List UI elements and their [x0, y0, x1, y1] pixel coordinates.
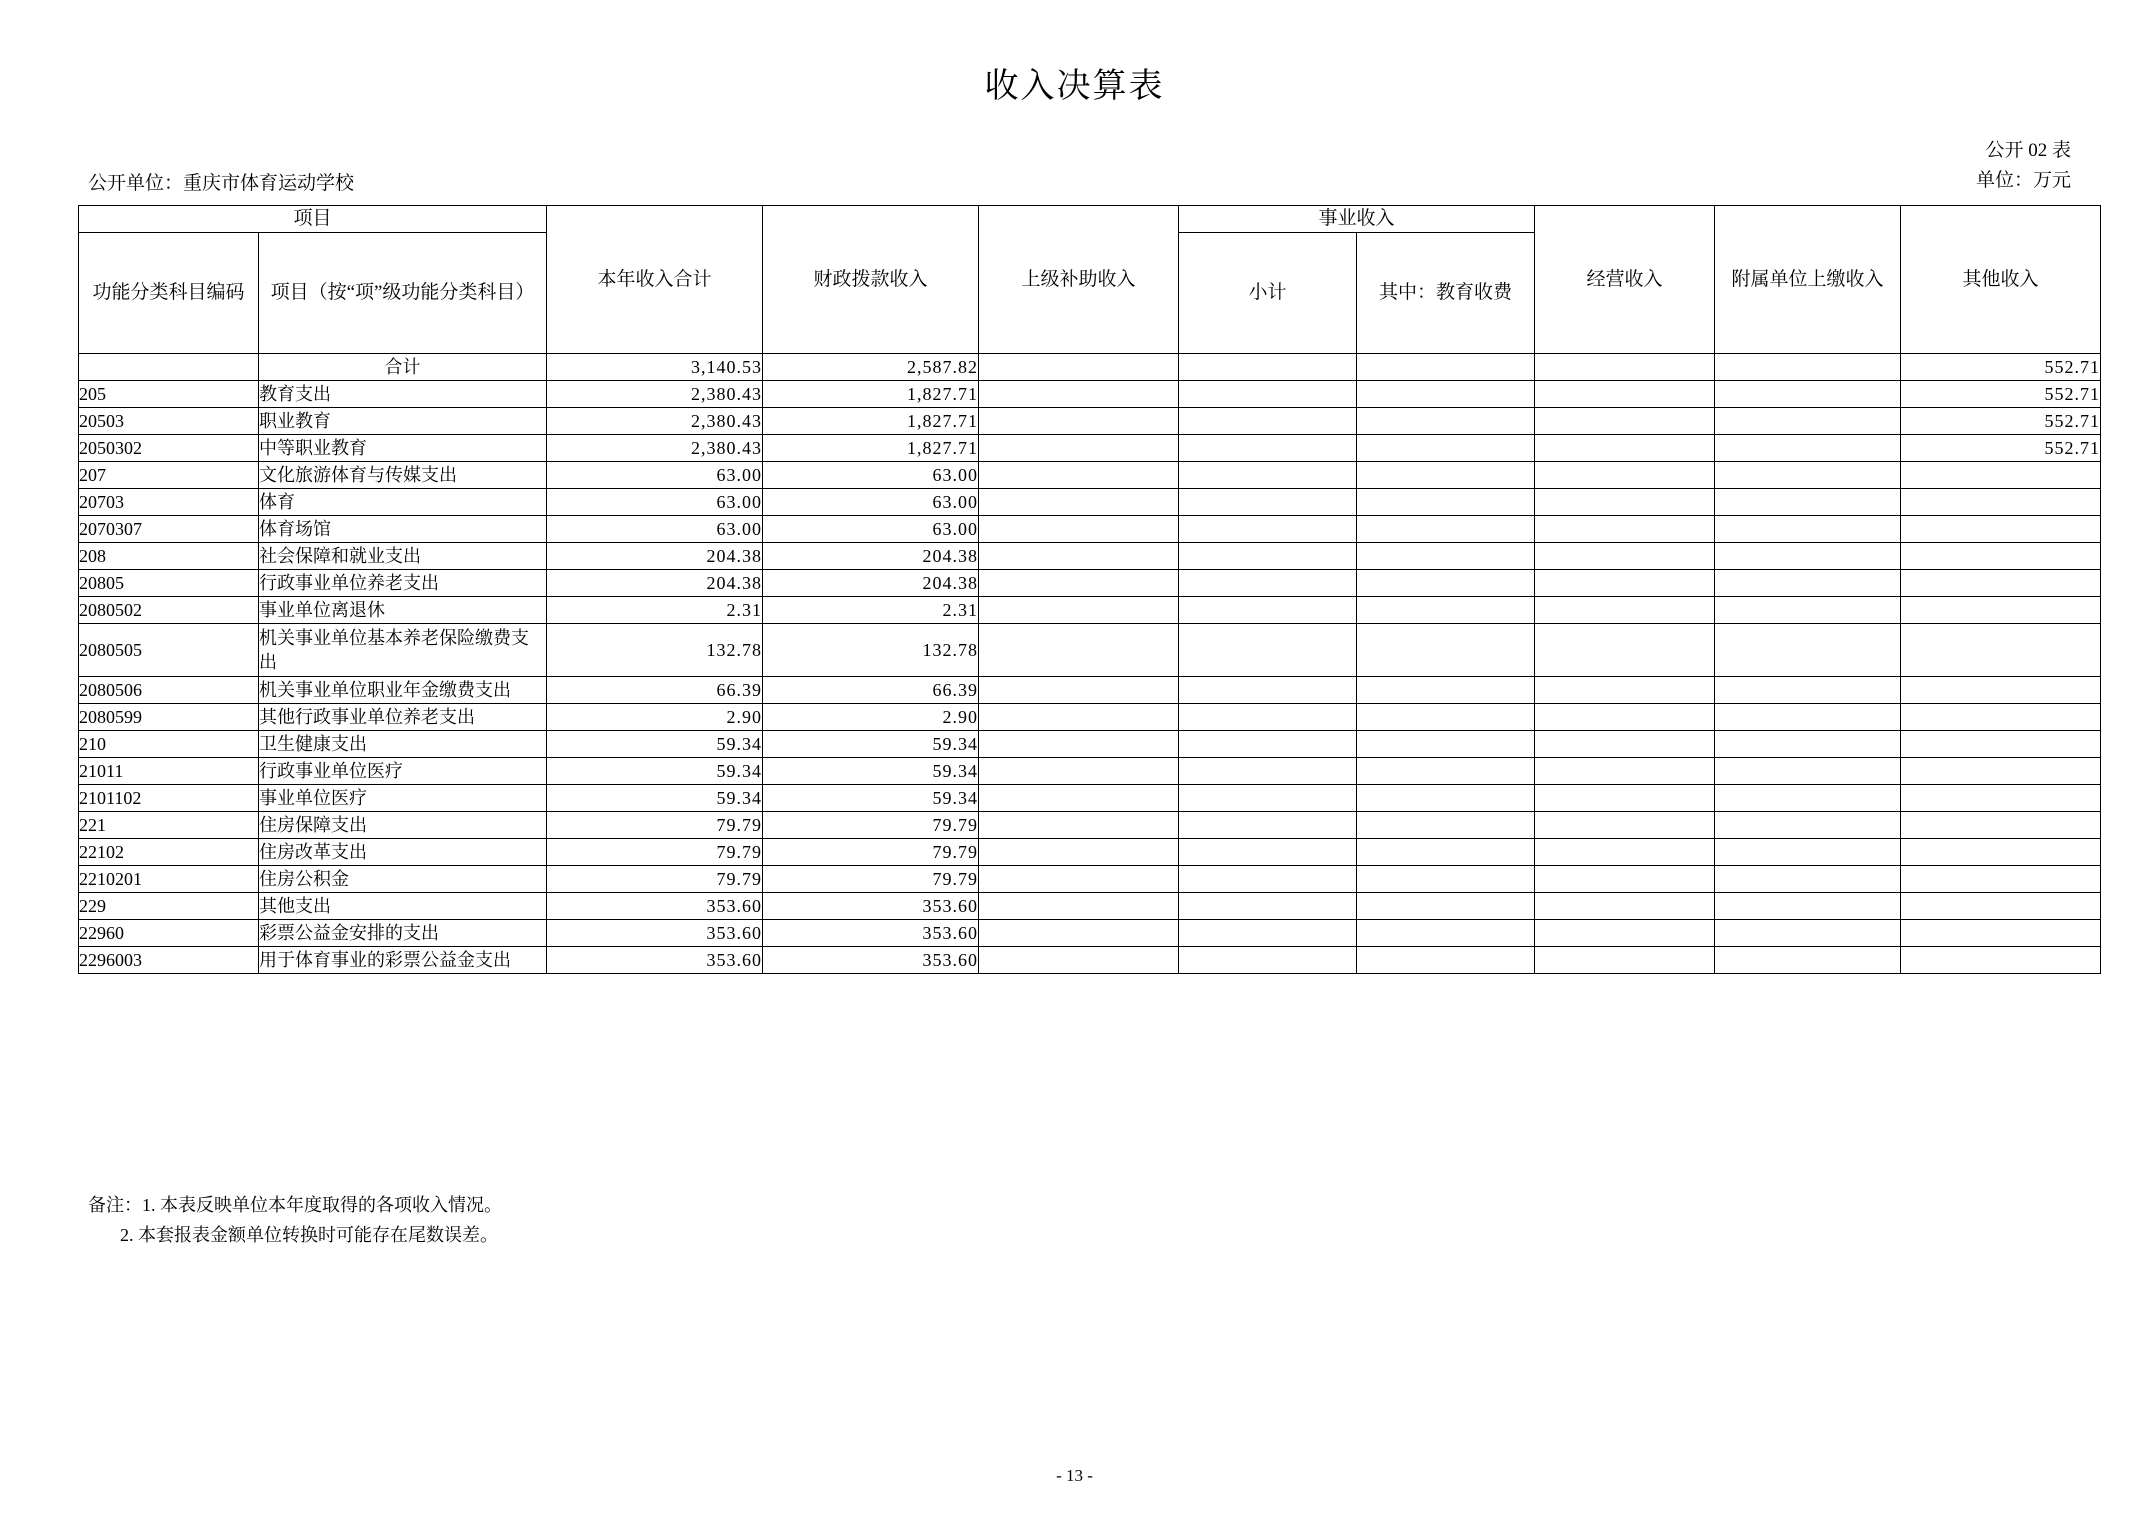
cell-other-income	[1901, 758, 2101, 785]
cell-superior-subsidy	[979, 435, 1179, 462]
cell-year-total: 204.38	[547, 570, 763, 597]
cell-fiscal-appropriation: 66.39	[763, 677, 979, 704]
header-affiliated-remittance: 附属单位上缴收入	[1715, 206, 1901, 354]
cell-project-name: 体育场馆	[259, 516, 547, 543]
table-row	[79, 462, 2101, 489]
header-project-name: 项目（按“项”级功能分类科目）	[259, 233, 547, 354]
cell-function-code: 229	[79, 893, 259, 920]
cell-operating-income	[1535, 624, 1715, 677]
cell-project-name: 其他支出	[259, 893, 547, 920]
cell-superior-subsidy	[979, 785, 1179, 812]
cell-project-name: 卫生健康支出	[259, 731, 547, 758]
cell-business-subtotal	[1179, 435, 1357, 462]
cell-operating-income	[1535, 704, 1715, 731]
cell-project-name: 行政事业单位医疗	[259, 758, 547, 785]
cell-fiscal-appropriation: 204.38	[763, 570, 979, 597]
cell-operating-income	[1535, 462, 1715, 489]
cell-education-fee	[1357, 435, 1535, 462]
cell-year-total: 63.00	[547, 489, 763, 516]
cell-function-code: 2296003	[79, 947, 259, 974]
cell-affiliated-remittance	[1715, 731, 1901, 758]
cell-year-total: 353.60	[547, 920, 763, 947]
table-row	[79, 785, 2101, 812]
cell-education-fee	[1357, 947, 1535, 974]
cell-other-income	[1901, 677, 2101, 704]
cell-affiliated-remittance	[1715, 920, 1901, 947]
cell-project-name: 住房公积金	[259, 866, 547, 893]
cell-education-fee	[1357, 731, 1535, 758]
cell-other-income: 552.71	[1901, 354, 2101, 381]
header-superior-subsidy: 上级补助收入	[979, 206, 1179, 354]
cell-operating-income	[1535, 758, 1715, 785]
cell-fiscal-appropriation: 79.79	[763, 812, 979, 839]
cell-fiscal-appropriation: 63.00	[763, 489, 979, 516]
cell-function-code: 22960	[79, 920, 259, 947]
cell-education-fee	[1357, 785, 1535, 812]
cell-fiscal-appropriation: 59.34	[763, 785, 979, 812]
cell-education-fee	[1357, 812, 1535, 839]
cell-affiliated-remittance	[1715, 462, 1901, 489]
cell-year-total: 79.79	[547, 866, 763, 893]
cell-operating-income	[1535, 354, 1715, 381]
cell-fiscal-appropriation: 2,587.82	[763, 354, 979, 381]
cell-superior-subsidy	[979, 920, 1179, 947]
cell-year-total: 63.00	[547, 462, 763, 489]
header-subtotal: 小计	[1179, 233, 1357, 354]
cell-education-fee	[1357, 839, 1535, 866]
cell-project-name: 体育	[259, 489, 547, 516]
cell-function-code: 22102	[79, 839, 259, 866]
cell-business-subtotal	[1179, 597, 1357, 624]
cell-affiliated-remittance	[1715, 704, 1901, 731]
cell-other-income	[1901, 839, 2101, 866]
cell-education-fee	[1357, 893, 1535, 920]
cell-project-name: 住房保障支出	[259, 812, 547, 839]
cell-superior-subsidy	[979, 570, 1179, 597]
cell-superior-subsidy	[979, 624, 1179, 677]
note-line-1: 备注：1. 本表反映单位本年度取得的各项收入情况。	[88, 1195, 502, 1215]
cell-function-code: 20703	[79, 489, 259, 516]
cell-other-income: 552.71	[1901, 435, 2101, 462]
cell-year-total: 79.79	[547, 812, 763, 839]
cell-business-subtotal	[1179, 758, 1357, 785]
cell-education-fee	[1357, 516, 1535, 543]
cell-education-fee	[1357, 677, 1535, 704]
cell-operating-income	[1535, 812, 1715, 839]
cell-business-subtotal	[1179, 866, 1357, 893]
cell-superior-subsidy	[979, 489, 1179, 516]
cell-business-subtotal	[1179, 704, 1357, 731]
table-body	[79, 354, 2101, 974]
table-row	[79, 947, 2101, 974]
cell-education-fee	[1357, 543, 1535, 570]
cell-function-code: 210	[79, 731, 259, 758]
cell-fiscal-appropriation: 1,827.71	[763, 381, 979, 408]
table-row	[79, 408, 2101, 435]
table-row	[79, 704, 2101, 731]
cell-business-subtotal	[1179, 354, 1357, 381]
cell-function-code: 205	[79, 381, 259, 408]
cell-business-subtotal	[1179, 408, 1357, 435]
cell-year-total: 2,380.43	[547, 381, 763, 408]
cell-operating-income	[1535, 408, 1715, 435]
cell-other-income	[1901, 893, 2101, 920]
cell-business-subtotal	[1179, 462, 1357, 489]
cell-business-subtotal	[1179, 920, 1357, 947]
table-row	[79, 839, 2101, 866]
cell-project-name: 合计	[259, 354, 547, 381]
cell-project-name: 教育支出	[259, 381, 547, 408]
cell-fiscal-appropriation: 353.60	[763, 947, 979, 974]
cell-other-income	[1901, 704, 2101, 731]
note-line-2: 2. 本套报表金额单位转换时可能存在尾数误差。	[120, 1225, 498, 1245]
cell-project-name: 事业单位医疗	[259, 785, 547, 812]
cell-operating-income	[1535, 516, 1715, 543]
cell-superior-subsidy	[979, 408, 1179, 435]
cell-education-fee	[1357, 489, 1535, 516]
cell-operating-income	[1535, 570, 1715, 597]
cell-education-fee	[1357, 570, 1535, 597]
cell-affiliated-remittance	[1715, 785, 1901, 812]
cell-business-subtotal	[1179, 381, 1357, 408]
cell-superior-subsidy	[979, 543, 1179, 570]
header-education-fee: 其中：教育收费	[1357, 233, 1535, 354]
cell-business-subtotal	[1179, 785, 1357, 812]
cell-project-name: 用于体育事业的彩票公益金支出	[259, 947, 547, 974]
cell-fiscal-appropriation: 59.34	[763, 731, 979, 758]
cell-other-income: 552.71	[1901, 408, 2101, 435]
cell-education-fee	[1357, 704, 1535, 731]
cell-other-income	[1901, 866, 2101, 893]
cell-fiscal-appropriation: 1,827.71	[763, 435, 979, 462]
cell-superior-subsidy	[979, 866, 1179, 893]
cell-year-total: 2.90	[547, 704, 763, 731]
cell-fiscal-appropriation: 2.31	[763, 597, 979, 624]
cell-operating-income	[1535, 597, 1715, 624]
table-row	[79, 516, 2101, 543]
cell-project-name: 机关事业单位基本养老保险缴费支出	[259, 624, 547, 677]
cell-superior-subsidy	[979, 947, 1179, 974]
cell-business-subtotal	[1179, 677, 1357, 704]
cell-other-income	[1901, 570, 2101, 597]
header-operating-income: 经营收入	[1535, 206, 1715, 354]
cell-operating-income	[1535, 381, 1715, 408]
cell-other-income	[1901, 785, 2101, 812]
cell-operating-income	[1535, 947, 1715, 974]
table-row	[79, 920, 2101, 947]
cell-function-code: 2050302	[79, 435, 259, 462]
header-function-code: 功能分类科目编码	[79, 233, 259, 354]
cell-other-income	[1901, 462, 2101, 489]
cell-other-income	[1901, 920, 2101, 947]
cell-affiliated-remittance	[1715, 570, 1901, 597]
table-row	[79, 489, 2101, 516]
cell-operating-income	[1535, 839, 1715, 866]
cell-superior-subsidy	[979, 354, 1179, 381]
page-footer: - 13 -	[1056, 1466, 1093, 1485]
cell-education-fee	[1357, 624, 1535, 677]
cell-business-subtotal	[1179, 893, 1357, 920]
cell-project-name: 中等职业教育	[259, 435, 547, 462]
table-row	[79, 435, 2101, 462]
table-row	[79, 866, 2101, 893]
cell-year-total: 353.60	[547, 893, 763, 920]
income-settlement-table	[78, 205, 2101, 974]
table-row	[79, 758, 2101, 785]
cell-fiscal-appropriation: 79.79	[763, 866, 979, 893]
cell-affiliated-remittance	[1715, 543, 1901, 570]
cell-function-code: 2210201	[79, 866, 259, 893]
cell-year-total: 59.34	[547, 758, 763, 785]
table-row	[79, 354, 2101, 381]
cell-year-total: 2.31	[547, 597, 763, 624]
cell-superior-subsidy	[979, 731, 1179, 758]
cell-other-income	[1901, 947, 2101, 974]
cell-affiliated-remittance	[1715, 435, 1901, 462]
cell-superior-subsidy	[979, 597, 1179, 624]
cell-business-subtotal	[1179, 731, 1357, 758]
cell-other-income	[1901, 543, 2101, 570]
cell-affiliated-remittance	[1715, 758, 1901, 785]
cell-project-name: 行政事业单位养老支出	[259, 570, 547, 597]
table-header	[79, 206, 2101, 354]
cell-year-total: 2,380.43	[547, 408, 763, 435]
cell-function-code: 208	[79, 543, 259, 570]
cell-affiliated-remittance	[1715, 489, 1901, 516]
page-title: 收入决算表	[984, 66, 1165, 106]
cell-fiscal-appropriation: 353.60	[763, 893, 979, 920]
cell-education-fee	[1357, 408, 1535, 435]
cell-year-total: 3,140.53	[547, 354, 763, 381]
cell-business-subtotal	[1179, 543, 1357, 570]
cell-year-total: 79.79	[547, 839, 763, 866]
cell-year-total: 353.60	[547, 947, 763, 974]
header-year-total: 本年收入合计	[547, 206, 763, 354]
form-meta	[1976, 136, 2071, 196]
cell-business-subtotal	[1179, 812, 1357, 839]
cell-year-total: 204.38	[547, 543, 763, 570]
cell-operating-income	[1535, 866, 1715, 893]
cell-fiscal-appropriation: 204.38	[763, 543, 979, 570]
cell-project-name: 社会保障和就业支出	[259, 543, 547, 570]
cell-education-fee	[1357, 920, 1535, 947]
cell-fiscal-appropriation: 132.78	[763, 624, 979, 677]
cell-affiliated-remittance	[1715, 597, 1901, 624]
cell-superior-subsidy	[979, 758, 1179, 785]
form-number: 公开 02 表	[1985, 140, 2071, 161]
cell-education-fee	[1357, 758, 1535, 785]
table-row	[79, 731, 2101, 758]
cell-function-code: 2080506	[79, 677, 259, 704]
cell-business-subtotal	[1179, 947, 1357, 974]
cell-superior-subsidy	[979, 516, 1179, 543]
cell-superior-subsidy	[979, 839, 1179, 866]
table-notes	[88, 1190, 502, 1250]
cell-function-code: 221	[79, 812, 259, 839]
cell-education-fee	[1357, 381, 1535, 408]
cell-affiliated-remittance	[1715, 812, 1901, 839]
header-other-income: 其他收入	[1901, 206, 2101, 354]
cell-fiscal-appropriation: 79.79	[763, 839, 979, 866]
cell-other-income: 552.71	[1901, 381, 2101, 408]
cell-operating-income	[1535, 785, 1715, 812]
cell-affiliated-remittance	[1715, 408, 1901, 435]
cell-other-income	[1901, 489, 2101, 516]
amount-unit-note: 单位：万元	[1975, 170, 2071, 191]
cell-operating-income	[1535, 893, 1715, 920]
cell-education-fee	[1357, 462, 1535, 489]
cell-function-code: 20503	[79, 408, 259, 435]
cell-business-subtotal	[1179, 516, 1357, 543]
cell-fiscal-appropriation: 1,827.71	[763, 408, 979, 435]
header-business-income-group: 事业收入	[1179, 206, 1535, 233]
cell-affiliated-remittance	[1715, 516, 1901, 543]
cell-year-total: 59.34	[547, 731, 763, 758]
cell-fiscal-appropriation: 59.34	[763, 758, 979, 785]
cell-operating-income	[1535, 677, 1715, 704]
cell-education-fee	[1357, 597, 1535, 624]
cell-function-code: 20805	[79, 570, 259, 597]
header-row-top	[79, 206, 2101, 233]
cell-operating-income	[1535, 731, 1715, 758]
header-fiscal-appropriation: 财政拨款收入	[763, 206, 979, 354]
cell-education-fee	[1357, 354, 1535, 381]
cell-superior-subsidy	[979, 893, 1179, 920]
cell-affiliated-remittance	[1715, 893, 1901, 920]
cell-project-name: 文化旅游体育与传媒支出	[259, 462, 547, 489]
cell-project-name: 机关事业单位职业年金缴费支出	[259, 677, 547, 704]
cell-year-total: 63.00	[547, 516, 763, 543]
cell-superior-subsidy	[979, 704, 1179, 731]
table-row	[79, 812, 2101, 839]
table-row	[79, 893, 2101, 920]
cell-year-total: 66.39	[547, 677, 763, 704]
table-row	[79, 677, 2101, 704]
cell-fiscal-appropriation: 2.90	[763, 704, 979, 731]
cell-business-subtotal	[1179, 839, 1357, 866]
cell-operating-income	[1535, 435, 1715, 462]
cell-other-income	[1901, 731, 2101, 758]
cell-function-code: 2070307	[79, 516, 259, 543]
cell-function-code: 2101102	[79, 785, 259, 812]
cell-fiscal-appropriation: 63.00	[763, 462, 979, 489]
cell-education-fee	[1357, 866, 1535, 893]
cell-affiliated-remittance	[1715, 624, 1901, 677]
cell-function-code: 2080505	[79, 624, 259, 677]
table-row	[79, 381, 2101, 408]
cell-affiliated-remittance	[1715, 381, 1901, 408]
cell-superior-subsidy	[979, 381, 1179, 408]
cell-year-total: 59.34	[547, 785, 763, 812]
cell-affiliated-remittance	[1715, 839, 1901, 866]
cell-other-income	[1901, 516, 2101, 543]
cell-operating-income	[1535, 489, 1715, 516]
table-row	[79, 570, 2101, 597]
cell-fiscal-appropriation: 353.60	[763, 920, 979, 947]
cell-function-code: 207	[79, 462, 259, 489]
table-row	[79, 543, 2101, 570]
cell-affiliated-remittance	[1715, 677, 1901, 704]
cell-project-name: 彩票公益金安排的支出	[259, 920, 547, 947]
table-row	[79, 624, 2101, 677]
cell-superior-subsidy	[979, 462, 1179, 489]
cell-business-subtotal	[1179, 570, 1357, 597]
cell-other-income	[1901, 812, 2101, 839]
cell-superior-subsidy	[979, 812, 1179, 839]
cell-operating-income	[1535, 543, 1715, 570]
cell-operating-income	[1535, 920, 1715, 947]
cell-affiliated-remittance	[1715, 866, 1901, 893]
cell-project-name: 住房改革支出	[259, 839, 547, 866]
table-row	[79, 597, 2101, 624]
cell-business-subtotal	[1179, 489, 1357, 516]
cell-function-code	[79, 354, 259, 381]
cell-function-code: 2080502	[79, 597, 259, 624]
cell-other-income	[1901, 624, 2101, 677]
cell-year-total: 2,380.43	[547, 435, 763, 462]
cell-business-subtotal	[1179, 624, 1357, 677]
cell-fiscal-appropriation: 63.00	[763, 516, 979, 543]
cell-function-code: 21011	[79, 758, 259, 785]
cell-project-name: 职业教育	[259, 408, 547, 435]
org-line: 公开单位：重庆市体育运动学校	[88, 173, 355, 194]
cell-superior-subsidy	[979, 677, 1179, 704]
cell-affiliated-remittance	[1715, 947, 1901, 974]
cell-project-name: 事业单位离退休	[259, 597, 547, 624]
cell-function-code: 2080599	[79, 704, 259, 731]
cell-year-total: 132.78	[547, 624, 763, 677]
cell-affiliated-remittance	[1715, 354, 1901, 381]
cell-other-income	[1901, 597, 2101, 624]
cell-project-name: 其他行政事业单位养老支出	[259, 704, 547, 731]
header-project-group: 项目	[79, 206, 547, 233]
